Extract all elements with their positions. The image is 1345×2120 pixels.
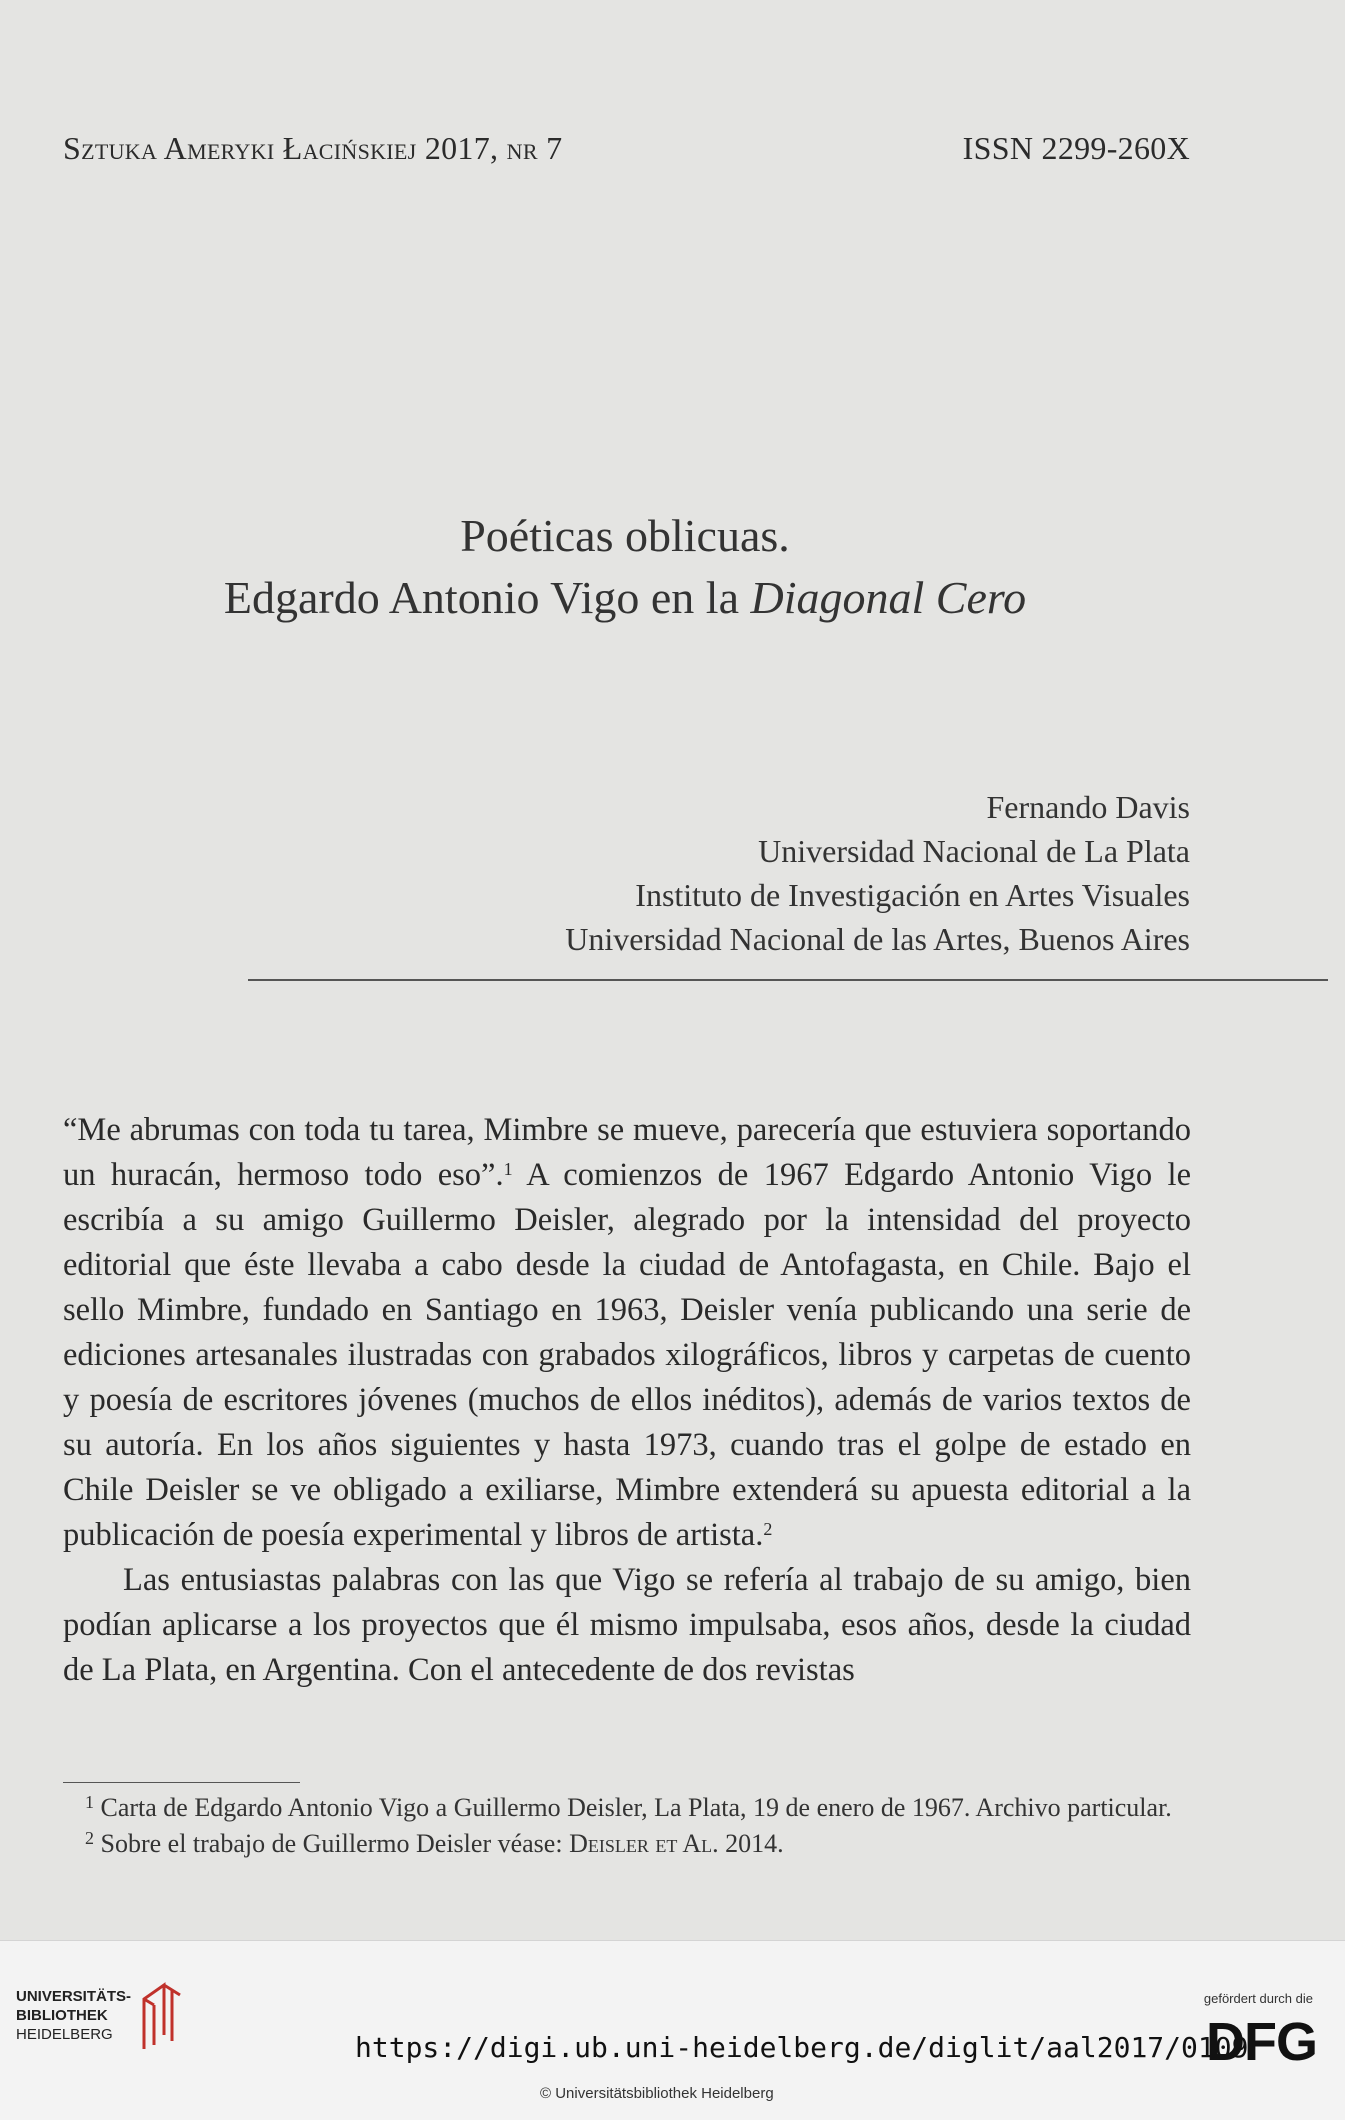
paragraph-2: Las entusiastas palabras con las que Vigo se refería al trabajo de su amigo, bien podían aplicarse a los proyectos que él mismo impulsaba, esos años, desde la ciudad de La Plata, en Argentina. Con el antecedente de dos revistas: [63, 1562, 1191, 1688]
dfg-logo[interactable]: DFG: [1206, 2012, 1317, 2072]
issn: ISSN 2299-260X: [962, 130, 1190, 166]
title-line-2: [0, 567, 1250, 629]
journal-year: 2017,: [424, 130, 499, 166]
footnote-2-citation: Deisler et Al: [569, 1829, 713, 1858]
title-line-1: Poéticas oblicuas.: [460, 510, 790, 561]
footnotes: [63, 1790, 1191, 1862]
footnote-1-text: Carta de Edgardo Antonio Vigo a Guillermo Deisler, La Plata, 19 de enero de 1967. Archivo particular.: [94, 1793, 1172, 1822]
author-block: [565, 785, 1190, 961]
footnote-2-text-a: Sobre el trabajo de Guillermo Deisler véase:: [94, 1829, 570, 1858]
library-name: [16, 1987, 131, 2044]
footnote-2-number: 2: [85, 1828, 94, 1848]
issue-label: nr: [506, 130, 538, 166]
footnote-2: [63, 1826, 1191, 1862]
title-divider: [248, 979, 1328, 981]
affiliation-2: Instituto de Investigación en Artes Visuales: [635, 877, 1190, 913]
journal-citation: [63, 130, 562, 167]
paragraph-1: [63, 1108, 1191, 1558]
library-line-2: BIBLIOTHEK: [16, 2007, 108, 2024]
article-body: [63, 1108, 1191, 1693]
library-logo-icon[interactable]: [136, 1979, 186, 2051]
author-name: Fernando Davis: [986, 789, 1190, 825]
affiliation-1: Universidad Nacional de La Plata: [758, 833, 1190, 869]
copyright-notice: © Universitätsbibliothek Heidelberg: [540, 2085, 774, 2102]
issue-number: 7: [546, 130, 563, 166]
article-title: [0, 505, 1250, 629]
library-line-1: UNIVERSITÄTS-: [16, 1988, 132, 2005]
paragraph-1-text-b: A comienzos de 1967 Edgardo Antonio Vigo le escribía a su amigo Guillermo Deisler, alegrado por la intensidad del proyecto editorial que éste llevaba a cabo desde la ciudad de Antofagasta, en Chile. Bajo el sello Mimbre, fundado en Santiago en 1963, Deisler venía publicando una serie de ediciones artesanales ilustradas con grabados xilográficos, libros y carpetas de cuento y poesía de escritores jóvenes (muchos de ellos inéditos), además de varios textos de su autoría. En los años siguientes y hasta 1973, cuando tras el golpe de estado en Chile Deisler se ve obligado a exiliarse, Mimbre extenderá su apuesta editorial a la publicación de poesía experimental y libros de artista.: [63, 1157, 1191, 1553]
journal-name: Sztuka Ameryki Łacińskiej: [63, 130, 417, 166]
viewer-footer: [0, 1940, 1345, 2120]
footnote-ref-1[interactable]: 1: [503, 1159, 513, 1179]
footnote-1-number: 1: [85, 1792, 94, 1812]
title-plain: Edgardo Antonio Vigo en la: [223, 572, 751, 623]
footnote-1: [63, 1790, 1191, 1826]
footnote-2-text-b: . 2014.: [712, 1829, 784, 1858]
title-italic: Diagonal Cero: [750, 572, 1027, 623]
footnote-ref-2[interactable]: 2: [763, 1519, 773, 1539]
running-header: [63, 130, 1190, 167]
permalink-url[interactable]: https://digi.ub.uni-heidelberg.de/diglit/aal2017/0109: [355, 2031, 1249, 2064]
affiliation-3: Universidad Nacional de las Artes, Buenos Aires: [565, 921, 1190, 957]
paragraph-1-text-a: “Me abrumas con toda tu tarea, Mimbre se mueve, parecería que estuviera soportando un huracán, hermoso todo eso”.: [63, 1112, 1191, 1193]
funding-label: gefördert durch die: [1203, 1991, 1313, 2006]
library-line-3: HEIDELBERG: [16, 2026, 113, 2043]
footnote-divider: [63, 1782, 300, 1783]
